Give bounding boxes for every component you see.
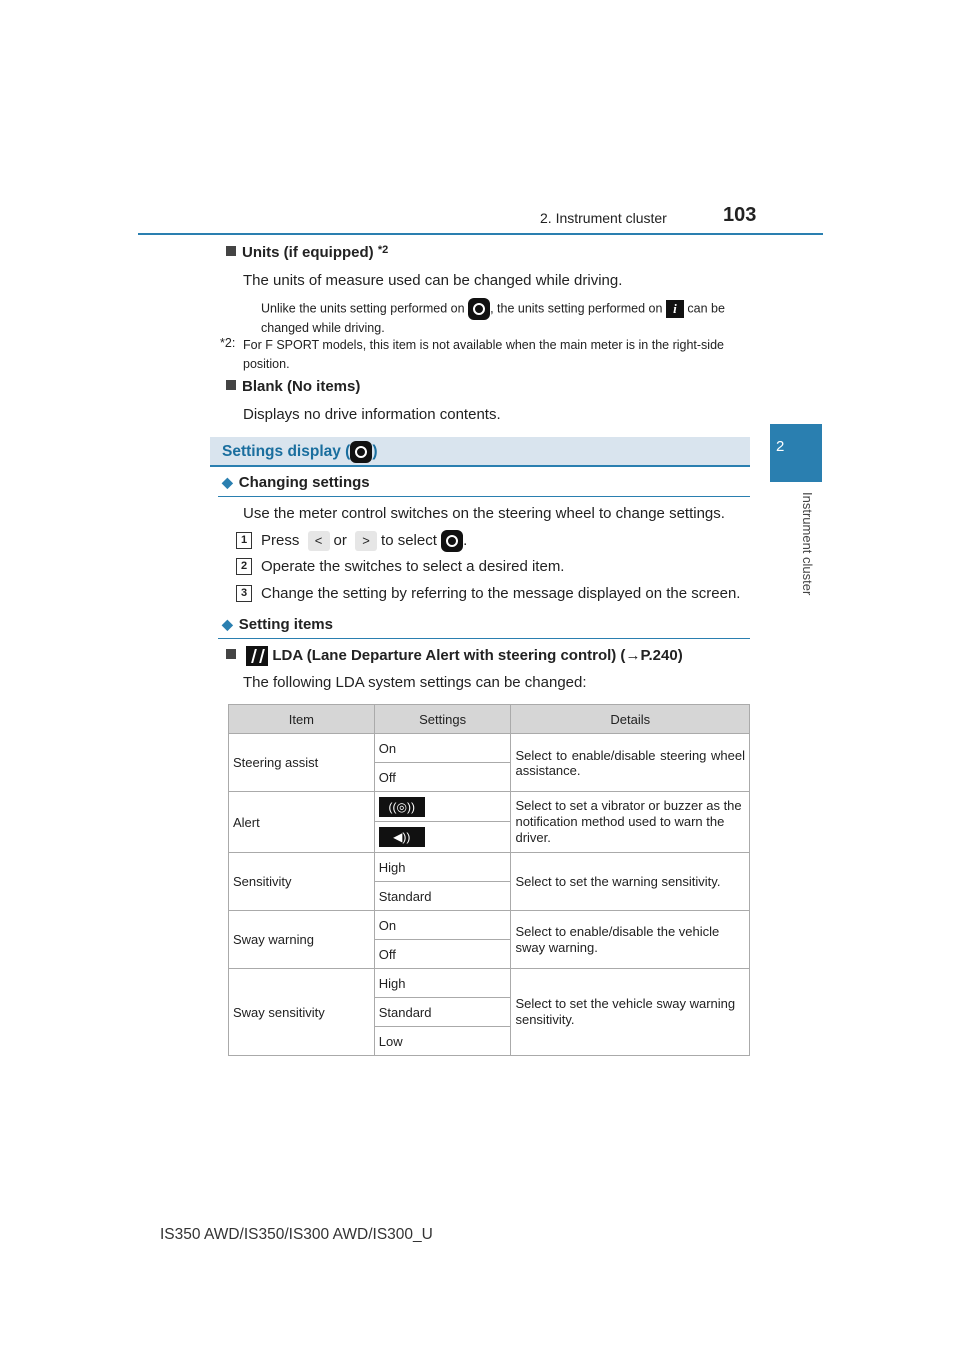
setting-cell — [374, 792, 511, 822]
details-cell: Select to set the vehicle sway warning sensitivity. — [511, 969, 750, 1056]
units-heading — [226, 244, 388, 261]
note-part2: , the units setting performed on — [490, 301, 663, 316]
header-rule — [138, 233, 823, 235]
item-cell: Sensitivity — [229, 853, 375, 911]
col-header-details: Details — [511, 705, 750, 734]
table-row — [229, 911, 750, 940]
subheading-rule — [218, 496, 750, 497]
lda-settings-table — [228, 704, 750, 1056]
units-heading-text: Units (if equipped) — [242, 244, 374, 261]
settings-gear-icon — [350, 441, 372, 463]
settings-display-title — [222, 441, 378, 463]
lda-heading — [226, 646, 683, 666]
setting-cell: Standard — [374, 998, 511, 1027]
setting-cell: On — [374, 911, 511, 940]
square-bullet-icon — [226, 649, 236, 659]
setting-cell: High — [374, 853, 511, 882]
step1-or: or — [333, 531, 347, 549]
footnote-mark: *2: — [220, 336, 236, 350]
section-title: 2. Instrument cluster — [540, 210, 667, 226]
blank-heading-text: Blank (No items) — [242, 378, 361, 395]
col-header-item: Item — [229, 705, 375, 734]
item-cell: Sway sensitivity — [229, 969, 375, 1056]
step1-end: . — [463, 531, 468, 549]
step-1 — [261, 530, 467, 552]
page-number: 103 — [723, 204, 757, 226]
details-cell: Select to enable/disable the vehicle sway warning. — [511, 911, 750, 969]
model-footer: IS350 AWD/IS350/IS300 AWD/IS300_U — [160, 1226, 433, 1243]
table-row — [229, 969, 750, 998]
step-number-3: 3 — [236, 585, 252, 602]
subheading-rule — [218, 638, 750, 639]
settings-display-bar — [210, 437, 750, 467]
diamond-bullet-icon: ◆ — [222, 474, 233, 490]
vibrator-icon: ((◎)) — [379, 797, 425, 817]
lane-departure-icon — [246, 646, 268, 666]
square-bullet-icon — [226, 380, 236, 390]
step1-select: to select — [381, 531, 437, 549]
lda-text: The following LDA system settings can be changed: — [243, 674, 587, 691]
item-cell: Alert — [229, 792, 375, 853]
step1-press: Press — [261, 531, 300, 549]
settings-gear-icon — [441, 530, 463, 552]
details-cell: Select to set a vibrator or buzzer as the notification method used to warn the driver. — [511, 792, 750, 853]
step-number-1: 1 — [236, 532, 252, 549]
item-cell: Sway warning — [229, 911, 375, 969]
blank-heading — [226, 378, 360, 395]
details-cell: Select to enable/disable steering wheel assistance. — [511, 734, 750, 792]
chapter-label: Instrument cluster — [800, 492, 815, 596]
setting-cell: High — [374, 969, 511, 998]
buzzer-icon: ◀)) — [379, 827, 425, 847]
blank-text: Displays no drive information contents. — [243, 406, 501, 423]
settings-gear-icon — [468, 298, 490, 320]
note-part3: can be changed while driving. — [261, 301, 725, 335]
setting-cell: Standard — [374, 882, 511, 911]
title-pre: Settings display ( — [222, 443, 351, 461]
item-cell: Steering assist — [229, 734, 375, 792]
title-post: ) — [372, 443, 378, 461]
step-number-2: 2 — [236, 558, 252, 575]
setting-cell — [374, 822, 511, 853]
arrow-icon: → — [625, 646, 641, 664]
right-arrow-button-icon: > — [355, 531, 377, 551]
details-cell: Select to set the warning sensitivity. — [511, 853, 750, 911]
changing-intro: Use the meter control switches on the steering wheel to change settings. — [243, 505, 725, 522]
setting-cell: Off — [374, 940, 511, 969]
step-2: Operate the switches to select a desired item. — [261, 558, 565, 575]
table-row — [229, 853, 750, 882]
footnote-ref: *2 — [377, 244, 389, 256]
footnote-text: For F SPORT models, this item is not available when the main meter is in the right-side position. — [243, 338, 724, 371]
table-row — [229, 792, 750, 822]
info-icon: i — [666, 300, 684, 318]
changing-heading-text: Changing settings — [238, 474, 370, 491]
setting-cell: Low — [374, 1027, 511, 1056]
col-header-settings: Settings — [374, 705, 511, 734]
changing-heading — [222, 474, 370, 491]
units-note — [261, 298, 747, 336]
diamond-bullet-icon: ◆ — [222, 616, 233, 632]
lda-page-ref[interactable]: P.240) — [640, 646, 683, 664]
step-3: Change the setting by referring to the message displayed on the screen. — [261, 585, 741, 602]
chapter-tab[interactable]: 2 — [770, 424, 822, 482]
table-header-row — [229, 705, 750, 734]
lda-heading-text: LDA (Lane Departure Alert with steering control) ( — [272, 646, 626, 664]
note-part1: Unlike the units setting performed on — [261, 301, 465, 316]
table-row — [229, 734, 750, 763]
square-bullet-icon — [226, 246, 236, 256]
left-arrow-button-icon: < — [308, 531, 330, 551]
setting-items-heading — [222, 616, 333, 633]
units-text: The units of measure used can be changed while driving. — [243, 272, 623, 289]
setting-cell: Off — [374, 763, 511, 792]
setting-items-heading-text: Setting items — [238, 616, 333, 633]
setting-cell: On — [374, 734, 511, 763]
